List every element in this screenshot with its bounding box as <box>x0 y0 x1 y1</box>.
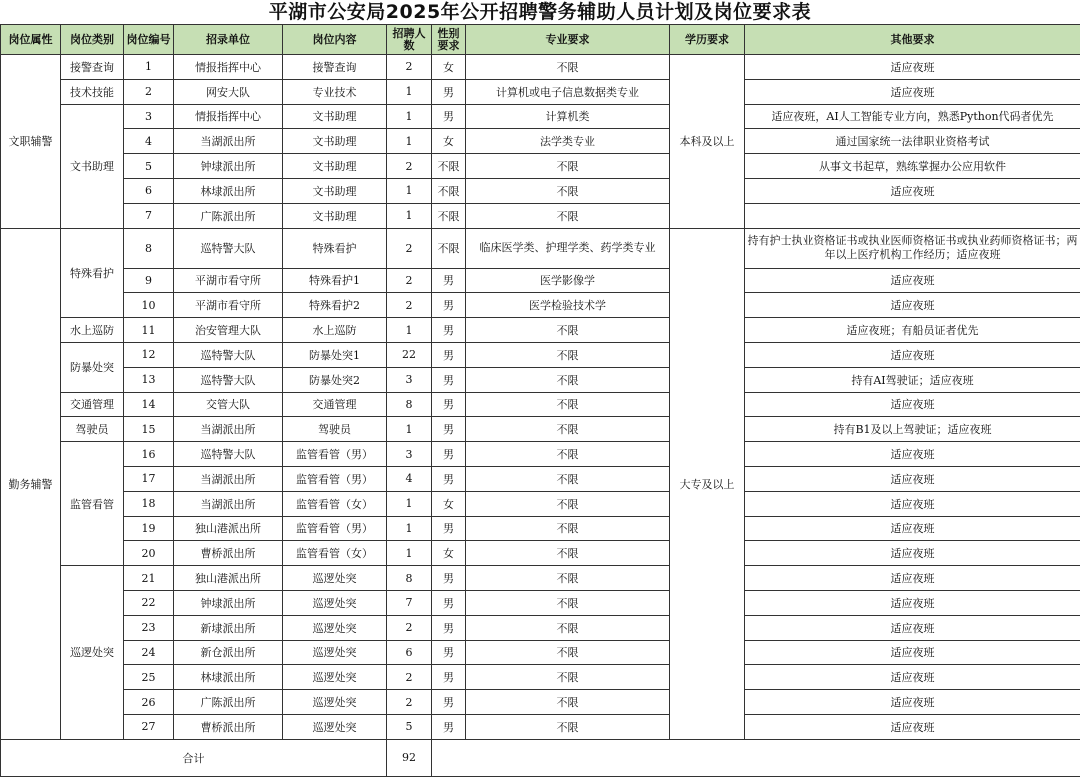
major-cell: 不限 <box>466 590 670 615</box>
table-row <box>1 392 1080 417</box>
total-label: 合计 <box>1 739 387 776</box>
content-cell: 巡逻处突 <box>283 590 387 615</box>
gender-cell: 男 <box>432 590 466 615</box>
content-cell: 防暴处突1 <box>283 342 387 367</box>
group-wenzhi: 文职辅警 <box>1 55 61 229</box>
table-row <box>1 665 1080 690</box>
gender-cell: 不限 <box>432 178 466 203</box>
unit-cell: 林埭派出所 <box>174 178 283 203</box>
code-cell: 8 <box>124 228 174 268</box>
table-row <box>1 640 1080 665</box>
content-cell: 巡逻处突 <box>283 665 387 690</box>
other-cell: 适应夜班 <box>745 491 1080 516</box>
major-cell: 不限 <box>466 615 670 640</box>
unit-cell: 当湖派出所 <box>174 417 283 442</box>
total-count: 92 <box>387 739 432 776</box>
content-cell: 监管看管（男） <box>283 516 387 541</box>
unit-cell: 曹桥派出所 <box>174 541 283 566</box>
major-cell: 不限 <box>466 203 670 228</box>
unit-cell: 治安管理大队 <box>174 318 283 343</box>
other-cell: 适应夜班 <box>745 442 1080 467</box>
gender-cell: 男 <box>432 392 466 417</box>
count-cell: 2 <box>387 293 432 318</box>
major-cell: 临床医学类、护理学类、药学类专业 <box>466 228 670 268</box>
other-cell: 适应夜班 <box>745 541 1080 566</box>
table-row <box>1 104 1080 129</box>
header-major: 专业要求 <box>466 25 670 55</box>
content-cell: 巡逻处突 <box>283 566 387 591</box>
count-cell: 1 <box>387 104 432 129</box>
count-cell: 1 <box>387 203 432 228</box>
category-cell: 技术技能 <box>61 79 124 104</box>
major-cell: 不限 <box>466 491 670 516</box>
code-cell: 21 <box>124 566 174 591</box>
unit-cell: 巡特警大队 <box>174 442 283 467</box>
other-cell: 从事文书起草，熟练掌握办公应用软件 <box>745 154 1080 179</box>
count-cell: 1 <box>387 516 432 541</box>
major-cell: 不限 <box>466 178 670 203</box>
header-unit: 招录单位 <box>174 25 283 55</box>
gender-cell: 男 <box>432 640 466 665</box>
content-cell: 文书助理 <box>283 129 387 154</box>
unit-cell: 巡特警大队 <box>174 342 283 367</box>
table-row <box>1 714 1080 739</box>
count-cell: 1 <box>387 491 432 516</box>
unit-cell: 巡特警大队 <box>174 367 283 392</box>
content-cell: 交通管理 <box>283 392 387 417</box>
recruitment-table <box>0 24 1080 777</box>
major-cell: 法学类专业 <box>466 129 670 154</box>
table-row <box>1 590 1080 615</box>
unit-cell: 新仓派出所 <box>174 640 283 665</box>
header-edu: 学历要求 <box>670 25 745 55</box>
other-cell: 适应夜班 <box>745 342 1080 367</box>
table-row <box>1 129 1080 154</box>
content-cell: 防暴处突2 <box>283 367 387 392</box>
content-cell: 监管看管（男） <box>283 466 387 491</box>
other-cell: 适应夜班 <box>745 615 1080 640</box>
table-row <box>1 615 1080 640</box>
gender-cell: 男 <box>432 690 466 715</box>
other-cell: 适应夜班 <box>745 714 1080 739</box>
edu-college: 大专及以上 <box>670 228 745 739</box>
code-cell: 3 <box>124 104 174 129</box>
other-cell: 适应夜班 <box>745 55 1080 80</box>
count-cell: 4 <box>387 466 432 491</box>
count-cell: 1 <box>387 79 432 104</box>
unit-cell: 情报指挥中心 <box>174 55 283 80</box>
table-row <box>1 268 1080 293</box>
count-cell: 2 <box>387 615 432 640</box>
gender-cell: 男 <box>432 714 466 739</box>
unit-cell: 广陈派出所 <box>174 203 283 228</box>
gender-cell: 不限 <box>432 154 466 179</box>
count-cell: 1 <box>387 417 432 442</box>
unit-cell: 网安大队 <box>174 79 283 104</box>
major-cell: 不限 <box>466 541 670 566</box>
major-cell: 不限 <box>466 665 670 690</box>
content-cell: 驾驶员 <box>283 417 387 442</box>
other-cell: 适应夜班 <box>745 640 1080 665</box>
other-cell: 适应夜班 <box>745 566 1080 591</box>
header-code: 岗位编号 <box>124 25 174 55</box>
table-row <box>1 690 1080 715</box>
table-row <box>1 178 1080 203</box>
other-cell: 适应夜班 <box>745 268 1080 293</box>
gender-cell: 男 <box>432 516 466 541</box>
code-cell: 26 <box>124 690 174 715</box>
table-row <box>1 417 1080 442</box>
category-cell: 水上巡防 <box>61 318 124 343</box>
unit-cell: 林埭派出所 <box>174 665 283 690</box>
unit-cell: 钟埭派出所 <box>174 590 283 615</box>
code-cell: 22 <box>124 590 174 615</box>
other-cell: 适应夜班 <box>745 392 1080 417</box>
other-cell: 适应夜班，AI人工智能专业方向，熟悉Python代码者优先 <box>745 104 1080 129</box>
code-cell: 10 <box>124 293 174 318</box>
gender-cell: 男 <box>432 104 466 129</box>
gender-cell: 男 <box>432 417 466 442</box>
code-cell: 27 <box>124 714 174 739</box>
content-cell: 专业技术 <box>283 79 387 104</box>
content-cell: 巡逻处突 <box>283 714 387 739</box>
table-row <box>1 79 1080 104</box>
header-attr: 岗位属性 <box>1 25 61 55</box>
major-cell: 不限 <box>466 417 670 442</box>
total-row <box>1 739 1080 776</box>
other-cell <box>745 203 1080 228</box>
category-cell: 巡逻处突 <box>61 566 124 740</box>
major-cell: 不限 <box>466 318 670 343</box>
gender-cell: 男 <box>432 342 466 367</box>
content-cell: 文书助理 <box>283 178 387 203</box>
table-row <box>1 516 1080 541</box>
header-other: 其他要求 <box>745 25 1080 55</box>
major-cell: 不限 <box>466 714 670 739</box>
count-cell: 5 <box>387 714 432 739</box>
table-row <box>1 203 1080 228</box>
edu-bachelor: 本科及以上 <box>670 55 745 229</box>
header-content: 岗位内容 <box>283 25 387 55</box>
code-cell: 1 <box>124 55 174 80</box>
content-cell: 水上巡防 <box>283 318 387 343</box>
count-cell: 7 <box>387 590 432 615</box>
code-cell: 24 <box>124 640 174 665</box>
gender-cell: 男 <box>432 268 466 293</box>
code-cell: 7 <box>124 203 174 228</box>
header-gender: 性别要求 <box>432 25 466 55</box>
unit-cell: 广陈派出所 <box>174 690 283 715</box>
count-cell: 1 <box>387 541 432 566</box>
content-cell: 特殊看护 <box>283 228 387 268</box>
count-cell: 3 <box>387 367 432 392</box>
code-cell: 6 <box>124 178 174 203</box>
count-cell: 1 <box>387 318 432 343</box>
other-cell: 持有B1及以上驾驶证；适应夜班 <box>745 417 1080 442</box>
unit-cell: 平湖市看守所 <box>174 293 283 318</box>
count-cell: 1 <box>387 129 432 154</box>
table-row <box>1 566 1080 591</box>
unit-cell: 当湖派出所 <box>174 466 283 491</box>
other-cell: 持有护士执业资格证书或执业医师资格证书或执业药师资格证书；两年以上医疗机构工作经历；适应夜班 <box>745 228 1080 268</box>
code-cell: 19 <box>124 516 174 541</box>
table-row <box>1 55 1080 80</box>
table-row <box>1 541 1080 566</box>
other-cell: 适应夜班；有船员证者优先 <box>745 318 1080 343</box>
category-cell: 防暴处突 <box>61 342 124 392</box>
major-cell: 不限 <box>466 690 670 715</box>
count-cell: 8 <box>387 566 432 591</box>
content-cell: 监管看管（男） <box>283 442 387 467</box>
unit-cell: 钟埭派出所 <box>174 154 283 179</box>
category-cell: 监管看管 <box>61 442 124 566</box>
major-cell: 计算机或电子信息数据类专业 <box>466 79 670 104</box>
code-cell: 15 <box>124 417 174 442</box>
code-cell: 11 <box>124 318 174 343</box>
content-cell: 巡逻处突 <box>283 640 387 665</box>
code-cell: 12 <box>124 342 174 367</box>
other-cell: 适应夜班 <box>745 665 1080 690</box>
gender-cell: 男 <box>432 79 466 104</box>
table-row <box>1 154 1080 179</box>
major-cell: 不限 <box>466 640 670 665</box>
category-cell: 特殊看护 <box>61 228 124 318</box>
code-cell: 2 <box>124 79 174 104</box>
content-cell: 巡逻处突 <box>283 690 387 715</box>
content-cell: 文书助理 <box>283 154 387 179</box>
gender-cell: 女 <box>432 129 466 154</box>
code-cell: 18 <box>124 491 174 516</box>
table-row <box>1 466 1080 491</box>
other-cell: 适应夜班 <box>745 466 1080 491</box>
count-cell: 2 <box>387 268 432 293</box>
count-cell: 2 <box>387 55 432 80</box>
code-cell: 17 <box>124 466 174 491</box>
header-category: 岗位类别 <box>61 25 124 55</box>
page-title: 平湖市公安局2025年公开招聘警务辅助人员计划及岗位要求表 <box>268 1 812 23</box>
total-empty <box>432 739 1080 776</box>
gender-cell: 男 <box>432 442 466 467</box>
gender-cell: 男 <box>432 466 466 491</box>
other-cell: 适应夜班 <box>745 516 1080 541</box>
table-row <box>1 342 1080 367</box>
table-row <box>1 491 1080 516</box>
gender-cell: 女 <box>432 55 466 80</box>
other-cell: 适应夜班 <box>745 178 1080 203</box>
count-cell: 2 <box>387 690 432 715</box>
major-cell: 不限 <box>466 516 670 541</box>
major-cell: 不限 <box>466 342 670 367</box>
gender-cell: 女 <box>432 491 466 516</box>
other-cell: 适应夜班 <box>745 690 1080 715</box>
count-cell: 2 <box>387 665 432 690</box>
header-row <box>1 25 1080 55</box>
unit-cell: 独山港派出所 <box>174 566 283 591</box>
category-cell: 交通管理 <box>61 392 124 417</box>
gender-cell: 男 <box>432 566 466 591</box>
major-cell: 不限 <box>466 466 670 491</box>
content-cell: 巡逻处突 <box>283 615 387 640</box>
content-cell: 文书助理 <box>283 203 387 228</box>
gender-cell: 女 <box>432 541 466 566</box>
content-cell: 监管看管（女） <box>283 491 387 516</box>
major-cell: 不限 <box>466 392 670 417</box>
code-cell: 4 <box>124 129 174 154</box>
unit-cell: 巡特警大队 <box>174 228 283 268</box>
count-cell: 6 <box>387 640 432 665</box>
unit-cell: 新埭派出所 <box>174 615 283 640</box>
group-qinwu: 勤务辅警 <box>1 228 61 739</box>
gender-cell: 不限 <box>432 203 466 228</box>
category-cell: 接警查询 <box>61 55 124 80</box>
unit-cell: 当湖派出所 <box>174 491 283 516</box>
unit-cell: 情报指挥中心 <box>174 104 283 129</box>
code-cell: 13 <box>124 367 174 392</box>
major-cell: 医学影像学 <box>466 268 670 293</box>
code-cell: 25 <box>124 665 174 690</box>
category-cell: 驾驶员 <box>61 417 124 442</box>
unit-cell: 交管大队 <box>174 392 283 417</box>
count-cell: 2 <box>387 228 432 268</box>
gender-cell: 男 <box>432 615 466 640</box>
code-cell: 5 <box>124 154 174 179</box>
count-cell: 2 <box>387 154 432 179</box>
other-cell: 适应夜班 <box>745 79 1080 104</box>
content-cell: 特殊看护1 <box>283 268 387 293</box>
content-cell: 特殊看护2 <box>283 293 387 318</box>
code-cell: 9 <box>124 268 174 293</box>
content-cell: 监管看管（女） <box>283 541 387 566</box>
count-cell: 3 <box>387 442 432 467</box>
count-cell: 1 <box>387 178 432 203</box>
table-row <box>1 293 1080 318</box>
major-cell: 不限 <box>466 442 670 467</box>
count-cell: 8 <box>387 392 432 417</box>
count-cell: 22 <box>387 342 432 367</box>
code-cell: 16 <box>124 442 174 467</box>
code-cell: 20 <box>124 541 174 566</box>
other-cell: 适应夜班 <box>745 590 1080 615</box>
gender-cell: 男 <box>432 293 466 318</box>
major-cell: 不限 <box>466 55 670 80</box>
table-row <box>1 442 1080 467</box>
unit-cell: 独山港派出所 <box>174 516 283 541</box>
major-cell: 不限 <box>466 154 670 179</box>
gender-cell: 男 <box>432 665 466 690</box>
code-cell: 23 <box>124 615 174 640</box>
major-cell: 不限 <box>466 566 670 591</box>
gender-cell: 男 <box>432 318 466 343</box>
major-cell: 医学检验技术学 <box>466 293 670 318</box>
unit-cell: 曹桥派出所 <box>174 714 283 739</box>
table-row <box>1 228 1080 268</box>
code-cell: 14 <box>124 392 174 417</box>
table-row <box>1 318 1080 343</box>
unit-cell: 当湖派出所 <box>174 129 283 154</box>
gender-cell: 男 <box>432 367 466 392</box>
content-cell: 文书助理 <box>283 104 387 129</box>
other-cell: 持有AI驾驶证；适应夜班 <box>745 367 1080 392</box>
other-cell: 适应夜班 <box>745 293 1080 318</box>
header-count: 招聘人数 <box>387 25 432 55</box>
major-cell: 计算机类 <box>466 104 670 129</box>
unit-cell: 平湖市看守所 <box>174 268 283 293</box>
category-cell: 文书助理 <box>61 104 124 228</box>
table-row <box>1 367 1080 392</box>
other-cell: 通过国家统一法律职业资格考试 <box>745 129 1080 154</box>
content-cell: 接警查询 <box>283 55 387 80</box>
major-cell: 不限 <box>466 367 670 392</box>
gender-cell: 不限 <box>432 228 466 268</box>
